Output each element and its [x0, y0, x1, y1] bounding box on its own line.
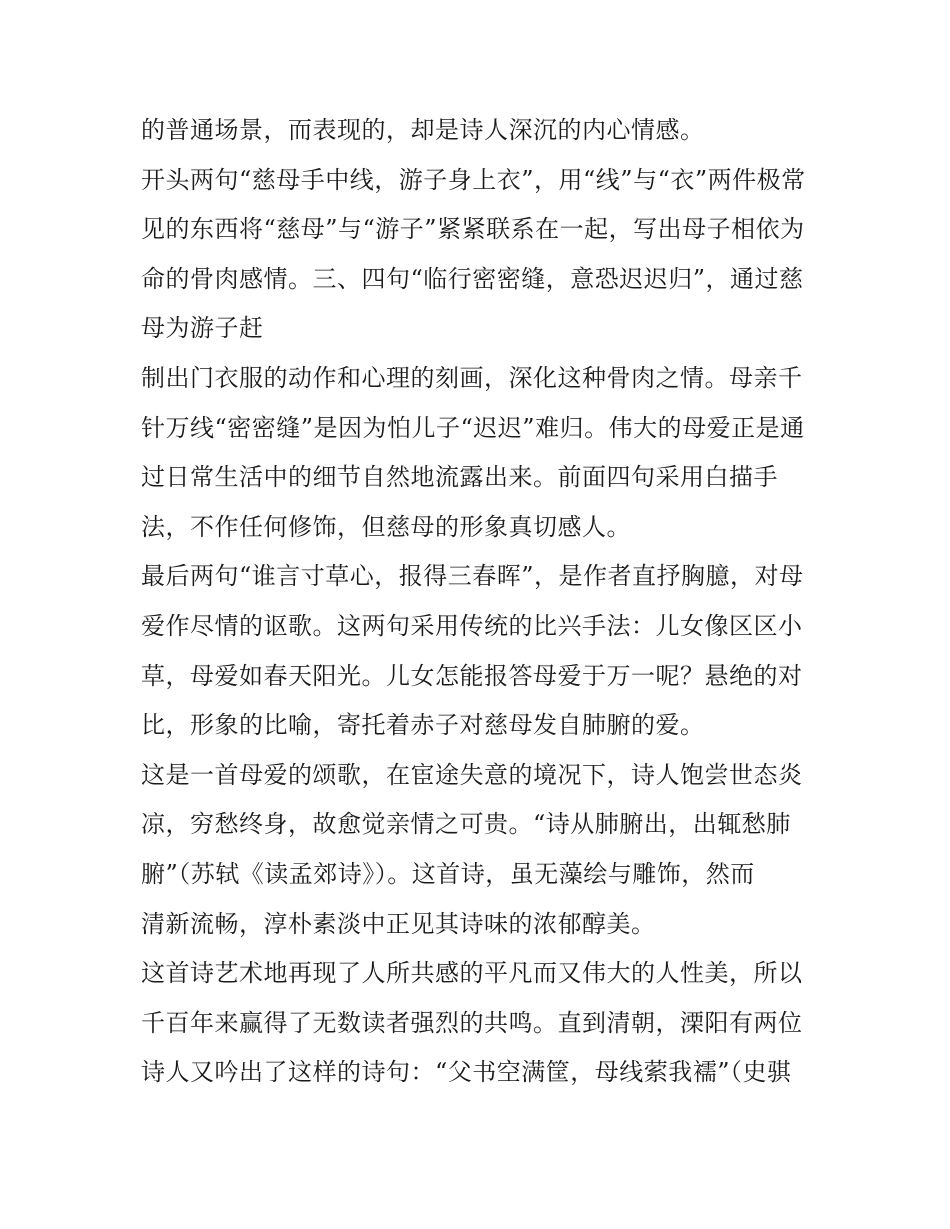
text-line: 法，不作任何修饰，但慈母的形象真切感人。: [141, 512, 631, 541]
text-line: 这是一首母爱的颂歌，在宦途失意的境况下，诗人饱尝世态炎: [141, 760, 803, 789]
text-line: 腑”（苏轼《读孟郊诗》）。这首诗，虽无藻绘与雕饰，然而: [141, 859, 755, 888]
text-line: 千百年来赢得了无数读者强烈的共鸣。直到清朝，溧阳有两位: [141, 1008, 803, 1037]
text-line: 过日常生活中的细节自然地流露出来。前面四句采用白描手: [141, 463, 778, 492]
text-line: 比，形象的比喻，寄托着赤子对慈母发自肺腑的爱。: [141, 711, 705, 740]
text-line: 诗人又吟出了这样的诗句：“父书空满筐，母线萦我襦”（史骐: [141, 1058, 792, 1087]
text-line: 制出门衣服的动作和心理的刻画，深化这种骨肉之情。母亲千: [141, 363, 803, 392]
text-line: 清新流畅，淳朴素淡中正见其诗味的浓郁醇美。: [141, 909, 656, 938]
text-line: 这首诗艺术地再现了人所共感的平凡而又伟大的人性美，所以: [141, 959, 803, 988]
text-line: 最后两句“谁言寸草心，报得三春晖”，是作者直抒胸臆，对母: [141, 562, 804, 591]
text-line: 命的骨肉感情。三、四句“临行密密缝，意恐迟迟归”，通过慈: [141, 264, 804, 293]
text-line: 凉，穷愁终身，故愈觉亲情之可贵。“诗从肺腑出，出辄愁肺: [141, 810, 791, 839]
text-line: 见的东西将“慈母”与“游子”紧紧联系在一起，写出母子相依为: [141, 215, 805, 244]
document-body: [141, 106, 816, 1098]
text-line: 母为游子赶: [141, 314, 264, 343]
text-line: 针万线“密密缝”是因为怕儿子“迟迟”难归。伟大的母爱正是通: [141, 413, 805, 442]
text-line: 爱作尽情的讴歌。这两句采用传统的比兴手法：儿女像区区小: [141, 611, 803, 640]
text-line: 草，母爱如春天阳光。儿女怎能报答母爱于万一呢？悬绝的对: [141, 661, 803, 690]
text-line: 的普通场景，而表现的，却是诗人深沉的内心情感。: [141, 116, 705, 144]
text-line: 开头两句“慈母手中线，游子身上衣”，用“线”与“衣”两件极常: [141, 165, 806, 194]
